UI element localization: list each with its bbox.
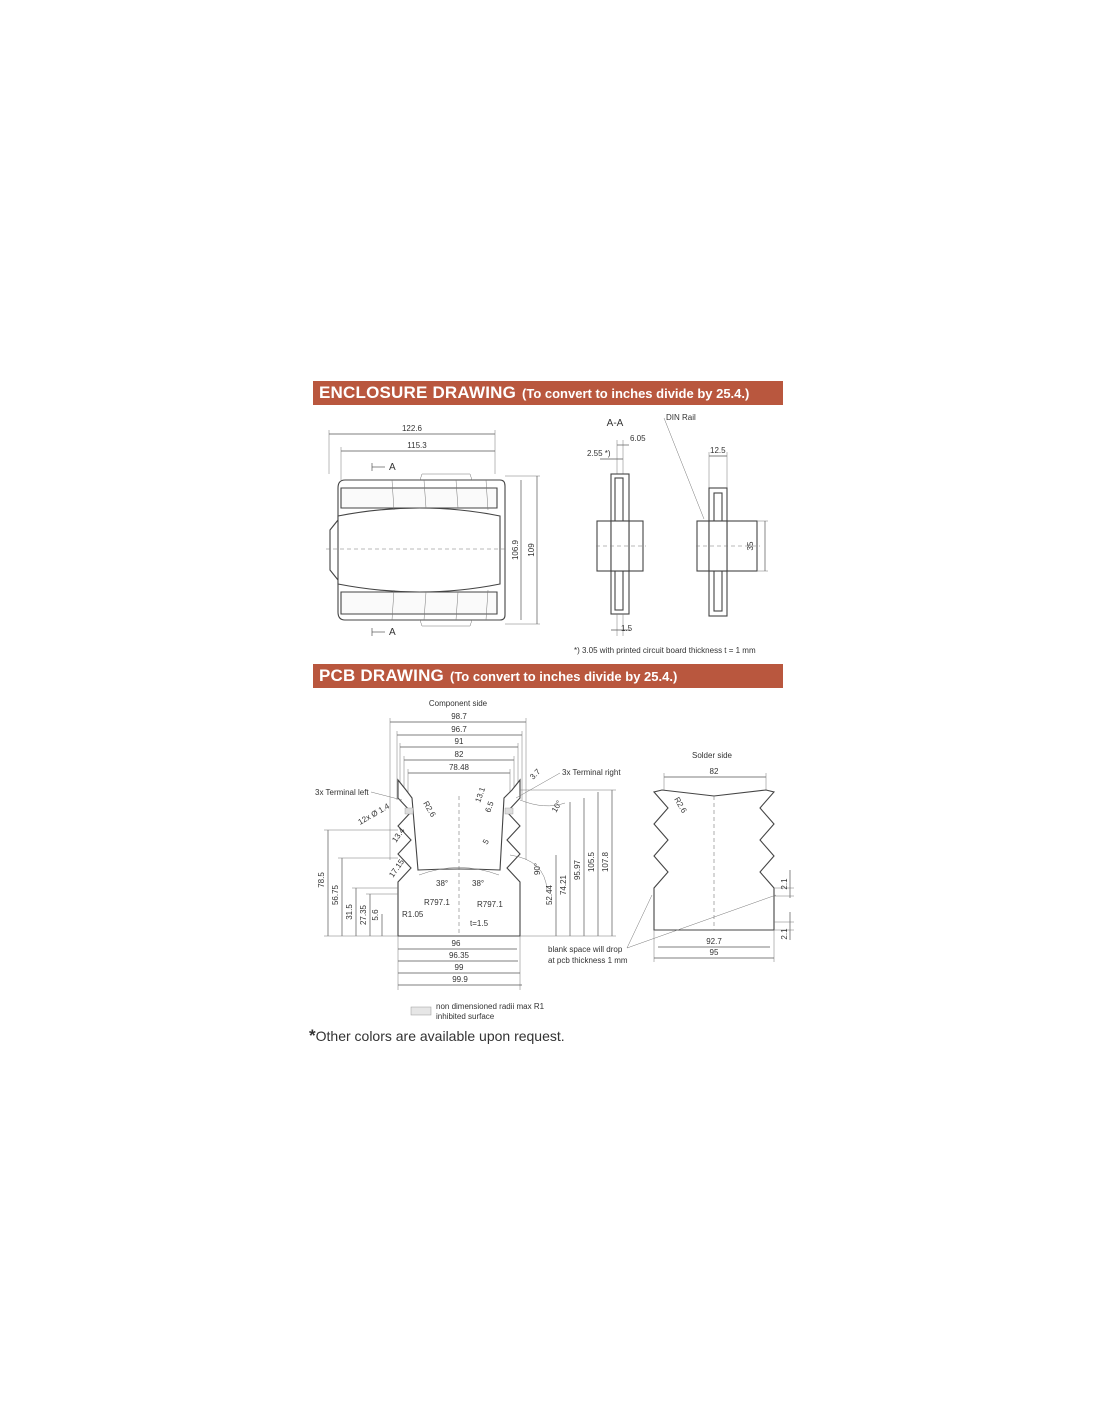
dim-17-15: 17.15 xyxy=(387,857,407,880)
dim-38b: 38° xyxy=(472,879,485,888)
dim-122-6: 122.6 xyxy=(401,424,423,433)
dim-6-5: 6.5 xyxy=(483,800,496,814)
dim-78-48: 78.48 xyxy=(448,763,470,772)
dim-t1-5: t=1.5 xyxy=(470,919,489,928)
dim-78-5: 78.5 xyxy=(317,872,326,888)
enclosure-title: ENCLOSURE DRAWING xyxy=(319,383,517,402)
section-a-top: A xyxy=(389,462,396,473)
solder-dim-2-1b: 2.1 xyxy=(780,928,789,940)
dim-52-44: 52.44 xyxy=(545,884,554,906)
enclosure-front-view xyxy=(326,424,540,638)
solder-dim-95: 95 xyxy=(709,948,719,957)
dim-56-75: 56.75 xyxy=(331,884,340,906)
dim-31-5: 31.5 xyxy=(345,904,354,920)
section-a-bottom: A xyxy=(389,627,396,638)
dim-96: 96 xyxy=(451,939,461,948)
dim-r797-1a: R797.1 xyxy=(424,898,450,907)
legend-line-2: inhibited surface xyxy=(436,1012,495,1021)
dim-2-55: 2.55 *) xyxy=(587,449,611,458)
enclosure-section-aa xyxy=(587,418,646,636)
pcb-legend xyxy=(411,1002,545,1021)
dim-98-7: 98.7 xyxy=(451,712,467,721)
footnote-star: * xyxy=(309,1026,316,1045)
dim-5: 5 xyxy=(480,837,491,846)
footnote-text: Other colors are available upon request. xyxy=(315,1028,565,1044)
dim-3-7: 3.7 xyxy=(528,767,543,782)
dim-96-7: 96.7 xyxy=(451,725,467,734)
blank-space-note-1: blank space will drop xyxy=(548,945,623,954)
dim-99: 99 xyxy=(454,963,464,972)
section-aa-label: A-A xyxy=(606,418,624,429)
dim-13-4: 13.4 xyxy=(390,826,407,845)
pcb-title: PCB DRAWING xyxy=(319,666,444,685)
dim-38a: 38° xyxy=(436,879,449,888)
enclosure-din-rail-view xyxy=(664,413,768,616)
dim-115-3: 115.3 xyxy=(407,441,427,450)
dim-82: 82 xyxy=(454,750,464,759)
din-rail-label: DIN Rail xyxy=(666,413,696,422)
availability-footnote xyxy=(309,1026,565,1046)
dim-91: 91 xyxy=(454,737,464,746)
component-side-label: Component side xyxy=(428,699,488,708)
terminal-left-label: 3x Terminal left xyxy=(315,788,369,797)
dim-96-35: 96.35 xyxy=(448,951,470,960)
dim-74-21: 74.21 xyxy=(559,874,568,896)
dim-13-1: 13.1 xyxy=(473,785,488,804)
dim-r2-6: R2.6 xyxy=(421,799,438,819)
pcb-solder-side xyxy=(548,751,794,965)
dim-27-35: 27.35 xyxy=(359,904,368,926)
dim-r797-1b: R797.1 xyxy=(477,900,503,909)
dim-6-05: 6.05 xyxy=(630,434,646,443)
dim-95-97: 95.97 xyxy=(573,859,582,881)
dim-r1-05: R1.05 xyxy=(402,910,424,919)
legend-swatch xyxy=(411,1007,431,1015)
solder-dim-92-7: 92.7 xyxy=(706,937,722,946)
solder-dim-2-1a: 2.1 xyxy=(780,878,789,890)
terminal-right-label: 3x Terminal right xyxy=(562,768,621,777)
dim-1-5: 1.5 xyxy=(621,624,633,633)
dim-107-8: 107.8 xyxy=(601,851,610,873)
dim-12-5: 12.5 xyxy=(710,446,726,455)
legend-line-1: non dimensioned radii max R1 xyxy=(436,1002,545,1011)
dim-12x: 12x Ø 1.4 xyxy=(356,801,392,827)
solder-dim-r2-6: R2.6 xyxy=(672,795,689,815)
dim-10deg: 10° xyxy=(549,799,564,814)
dim-105-5: 105.5 xyxy=(587,851,596,873)
dim-35: 35 xyxy=(746,541,755,551)
solder-dim-82: 82 xyxy=(709,767,719,776)
dim-109: 109 xyxy=(527,543,536,557)
dim-5-6: 5.6 xyxy=(371,909,380,921)
dim-90deg: 90° xyxy=(533,862,542,875)
enclosure-subtitle: (To convert to inches divide by 25.4.) xyxy=(522,385,750,401)
blank-space-note-2: at pcb thickness 1 mm xyxy=(548,956,628,965)
solder-side-label: Solder side xyxy=(691,751,733,760)
enclosure-note: *) 3.05 with printed circuit board thickness t = 1 mm xyxy=(574,646,756,655)
dim-106-9: 106.9 xyxy=(511,539,520,561)
dim-99-9: 99.9 xyxy=(452,975,468,984)
pcb-subtitle: (To convert to inches divide by 25.4.) xyxy=(449,668,678,684)
